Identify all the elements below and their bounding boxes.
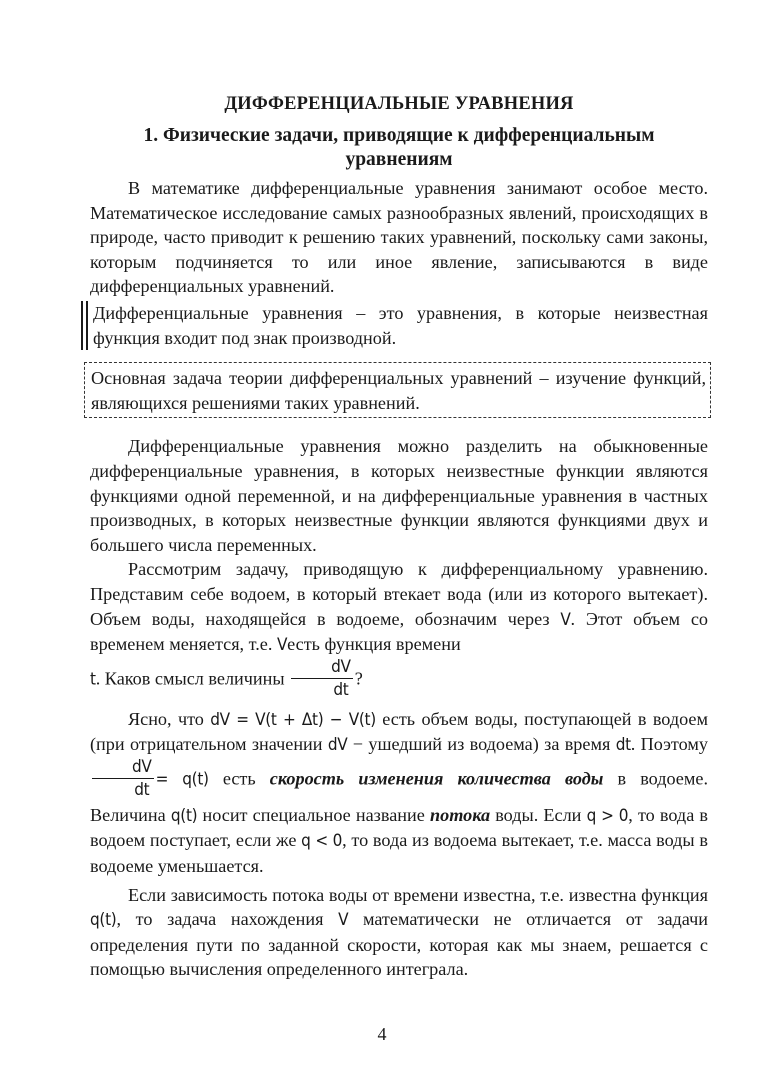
definition-box bbox=[87, 301, 708, 350]
fraction-dv-dt bbox=[291, 656, 353, 701]
math-t: t bbox=[90, 669, 96, 690]
text: есть функция времени bbox=[287, 634, 461, 655]
math-dt: dt bbox=[615, 735, 631, 756]
fraction-numerator: dV bbox=[291, 656, 353, 679]
math-condition: q > 0 bbox=[586, 805, 629, 826]
text: воды. Если bbox=[490, 804, 587, 825]
page-content bbox=[90, 92, 708, 982]
math-v: V bbox=[338, 910, 349, 931]
text: Рассмотрим задачу, приводящую к дифференциальному уравнению. Представим себе водоем, в который втекает вода (или из которого вытекает). Объем воды, находящейся в водоеме, обозначим через bbox=[90, 559, 708, 629]
definition-text: Дифференциальные уравнения – это уравнения, в которые неизвестная функция входит под знак производной. bbox=[93, 302, 708, 348]
text: − ушедший из водоема) за время bbox=[347, 734, 616, 755]
text: в водоеме. Величина bbox=[90, 768, 709, 825]
math-v: V bbox=[560, 609, 571, 630]
math-equation: = q(t) bbox=[155, 769, 209, 790]
paragraph-intro: В математике дифференциальные уравнения занимают особое место. Математическое исследование самых разнообразных явлений, происходящих в природе, часто приводит к решению таких уравнений, поскольку сами законы, которым подчиняется то или иное явление, записываются в виде дифференциальных уравнений. bbox=[90, 178, 708, 297]
paragraph-classification: Дифференциальные уравнения можно разделить на обыкновенные дифференциальные уравнения, в которых неизвестные функции являются функциями одной переменной, и на дифференциальные уравнения в частных производных, в которых неизвестные функции являются функциями двух и большего числа переменных. bbox=[90, 436, 708, 555]
fraction-numerator: dV bbox=[92, 756, 154, 779]
math-v: V bbox=[276, 635, 288, 656]
paragraph-reservoir bbox=[90, 557, 708, 702]
text: , то вода в водоем поступает, если же bbox=[90, 804, 708, 851]
text: ? bbox=[354, 668, 363, 689]
text: носит специальное название bbox=[197, 804, 430, 825]
fraction-dv-dt bbox=[92, 756, 154, 801]
emphasis-text: потока bbox=[429, 804, 491, 825]
emphasis-text: скорость изменения количества воды bbox=[269, 768, 604, 789]
fraction-denominator: dt bbox=[333, 679, 349, 700]
math-dv: dV bbox=[327, 735, 348, 756]
math-equation: dV = V(t + Δt) − V(t) bbox=[210, 709, 376, 730]
text: математически не отличается от задачи определения пути по заданной скорости, которая как мы знаем, решается с помощью вычисления определенного интеграла. bbox=[90, 909, 708, 980]
section-title: 1. Физические задачи, приводящие к дифференциальным уравнениям bbox=[143, 125, 655, 170]
page-title: ДИФФЕРЕНЦИАЛЬНЫЕ УРАВНЕНИЯ bbox=[224, 94, 574, 114]
page-number: 4 bbox=[377, 1024, 387, 1044]
math-qt: q(t) bbox=[90, 910, 117, 931]
text: . Поэтому bbox=[630, 734, 708, 755]
paragraph-flow bbox=[90, 707, 708, 879]
text: Если зависимость потока воды от времени известна, т.е. известна функция bbox=[128, 884, 708, 905]
text: Ясно, что bbox=[128, 708, 211, 729]
paragraph-integral bbox=[90, 883, 708, 982]
math-condition: q < 0 bbox=[301, 831, 343, 852]
text: есть bbox=[208, 768, 270, 789]
main-task-text: Основная задача теории дифференциальных уравнений – изучение функций, являющихся решениями таких уравнений. bbox=[91, 368, 706, 413]
main-task-box bbox=[84, 362, 711, 418]
fraction-denominator: dt bbox=[134, 779, 150, 800]
text: . Этот объем со временем меняется, т.е. bbox=[90, 608, 708, 655]
math-qt: q(t) bbox=[170, 805, 198, 826]
text: есть объем воды, поступающей в водоем (при отрицательном значении bbox=[90, 708, 709, 755]
text: , то задача нахождения bbox=[116, 909, 339, 930]
text: , то вода из водоема вытекает, т.е. масса воды в водоеме уменьшается. bbox=[90, 830, 708, 877]
text: . Каков смысл величины bbox=[95, 668, 290, 689]
